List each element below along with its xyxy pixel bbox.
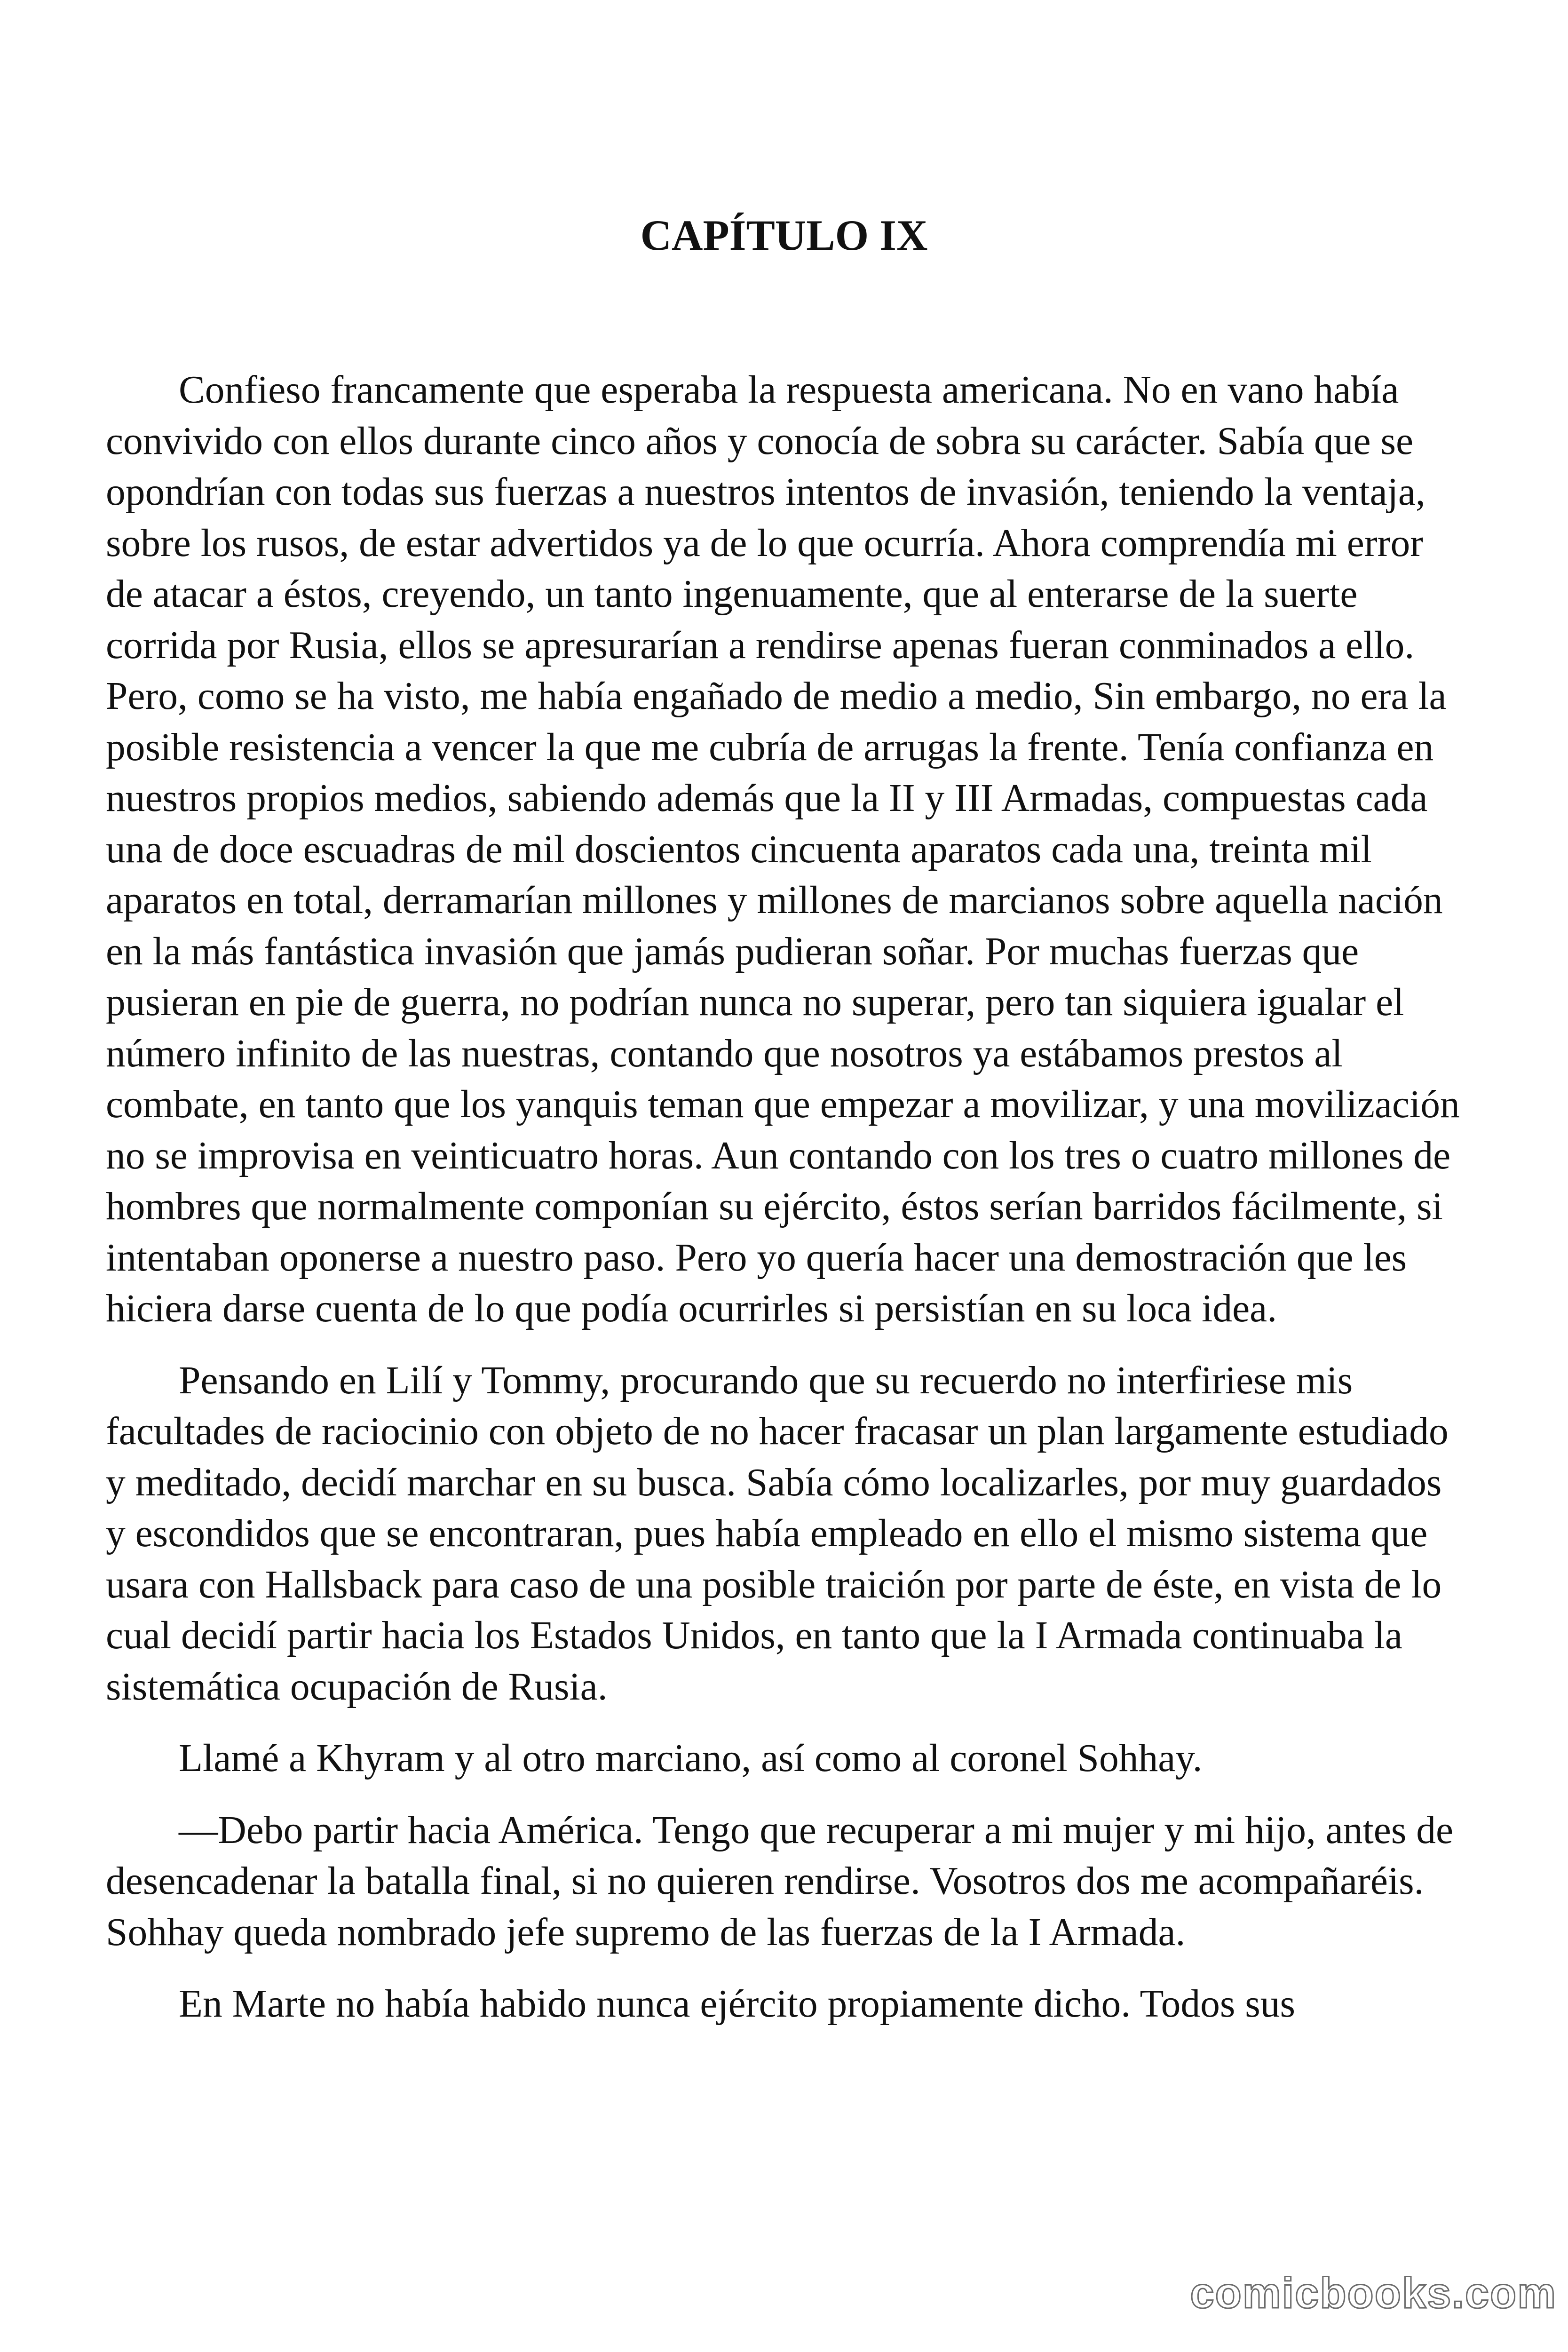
- paragraph: —Debo partir hacia América. Tengo que recuperar a mi mujer y mi hijo, antes de desencadenar la batalla final, si no quieren rendirse. Vosotros dos me acompañaréis. Sohhay queda nombrado jefe supremo de las fuerzas de la I Armada.: [106, 1808, 1453, 1954]
- paragraph: Pensando en Lilí y Tommy, procurando que su recuerdo no interfiriese mis facultades de raciocinio con objeto de no hacer fracasar un plan largamente estudiado y meditado, decidí marchar en su busca. Sabía cómo localizarles, por muy guardados y escondidos que se encontraran, pues había empleado en ello el mismo sistema que usara con Hallsback para caso de una posible traición por parte de éste, en vista de lo cual decidí partir hacia los Estados Unidos, en tanto que la I Armada continuaba la sistemática ocupación de Rusia.: [106, 1359, 1449, 1708]
- chapter-body: [106, 365, 1463, 2050]
- watermark: comicbooks.com: [1190, 2269, 1557, 2317]
- chapter-title: CAPÍTULO IX: [640, 211, 928, 259]
- paragraph: Confieso francamente que esperaba la respuesta americana. No en vano había convivido con ellos durante cinco años y conocía de sobra su carácter. Sabía que se opondrían con todas sus fuerzas a nuestros intentos de invasión, teniendo la ventaja, sobre los rusos, de estar advertidos ya de lo que ocurría. Ahora comprendía mi error de atacar a éstos, creyendo, un tanto ingenuamente, que al enterarse de la suerte corrida por Rusia, ellos se apresurarían a rendirse apenas fueran conminados a ello. Pero, como se ha visto, me había engañado de medio a medio, Sin embargo, no era la posible resistencia a vencer la que me cubría de arrugas la frente. Tenía confianza en nuestros propios medios, sabiendo además que la II y III Armadas, compuestas cada una de doce escuadras de mil doscientos cincuenta aparatos cada una, treinta mil aparatos en total, derramarían millones y millones de marcianos sobre aquella nación en la más fantástica invasión que jamás pudieran soñar. Por muchas fuerzas que pusieran en pie de guerra, no podrían nunca no superar, pero tan siquiera igualar el número infinito de las nuestras, contando que nosotros ya estábamos prestos al combate, en tanto que los yanquis teman que empezar a movilizar, y una movilización no se improvisa en veinticuatro horas. Aun contando con los tres o cuatro millones de hombres que normalmente componían su ejército, éstos serían barridos fácilmente, si intentaban oponerse a nuestro paso. Pero yo quería hacer una demostración que les hiciera darse cuenta de lo que podía ocurrirles si persistían en su loca idea.: [106, 368, 1460, 1330]
- paragraph: En Marte no había habido nunca ejército propiamente dicho. Todos sus: [179, 1982, 1296, 2026]
- paragraph: Llamé a Khyram y al otro marciano, así como al coronel Sohhay.: [179, 1737, 1203, 1780]
